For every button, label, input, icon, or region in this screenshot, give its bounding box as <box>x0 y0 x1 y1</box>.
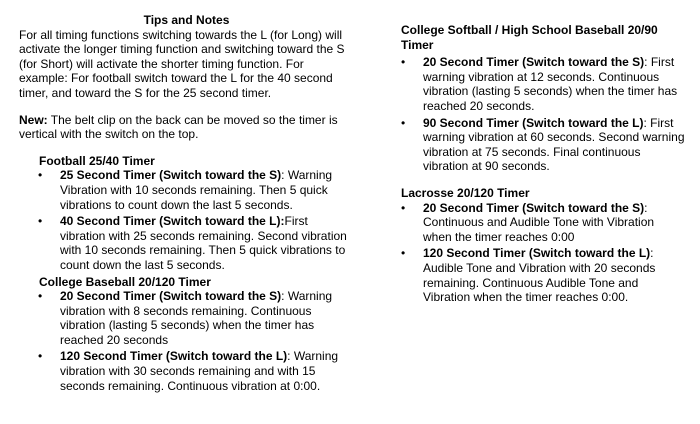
item-label: 90 Second Timer (Switch toward the L) <box>423 115 644 130</box>
section-heading-football: Football 25/40 Timer <box>39 153 155 168</box>
item-label: 120 Second Timer (Switch toward the L) <box>60 349 288 364</box>
left-column <box>19 0 354 395</box>
list-item <box>401 115 686 174</box>
football-list <box>19 168 354 272</box>
list-item <box>38 214 354 272</box>
bullet: • <box>38 214 43 229</box>
item-text: : First warning vibration at 12 seconds. Continuous vibration (lasting 5 seconds) when the timer has reached 20 seconds. <box>423 55 678 113</box>
new-note <box>19 113 354 142</box>
list-item <box>401 246 686 305</box>
item-text: : Audible Tone and Vibration with 20 seconds remaining. Continuous Audible Tone and Vibration when the timer reaches 0:00. <box>423 246 656 305</box>
list-item <box>38 349 354 393</box>
bullet: • <box>401 200 406 215</box>
section-heading-softball: College Softball / High School Baseball 20/90 Timer <box>401 23 658 52</box>
list-item <box>38 289 354 347</box>
item-text: : First warning vibration at 60 seconds. Second warning vibration at 75 seconds. Final continuous vibration at 90 seconds. <box>423 115 685 174</box>
item-text: : Warning vibration with 8 seconds remaining. Continuous vibration (lasting 5 seconds) when the timer has reached 20 seconds <box>60 289 333 347</box>
list-item <box>38 168 354 212</box>
item-label: 120 Second Timer (Switch toward the L) <box>423 246 651 261</box>
item-text: : Warning Vibration with 10 seconds remaining. Then 5 quick vibrations to count down the last 5 seconds. <box>60 168 333 212</box>
item-label: 20 Second Timer (Switch toward the S) <box>423 55 645 70</box>
bullet: • <box>401 246 406 261</box>
bullet: • <box>38 349 43 364</box>
bullet: • <box>401 115 406 130</box>
section-heading-baseball: College Baseball 20/120 Timer <box>39 274 211 289</box>
bullet: • <box>38 289 43 304</box>
list-item <box>401 55 686 113</box>
baseball-list <box>19 289 354 393</box>
item-label: 40 Second Timer (Switch toward the L): <box>60 214 285 229</box>
bullet: • <box>401 55 406 70</box>
item-text: : Continuous and Audible Tone with Vibration when the timer reaches 0:00 <box>423 200 655 244</box>
new-label: New: <box>19 112 48 127</box>
item-label: 20 Second Timer (Switch toward the S) <box>423 200 645 215</box>
section-heading-lacrosse: Lacrosse 20/120 Timer <box>401 185 530 200</box>
page-title: Tips and Notes <box>143 13 230 27</box>
right-column <box>401 0 686 307</box>
lacrosse-list <box>401 201 686 305</box>
item-label: 20 Second Timer (Switch toward the S) <box>60 289 282 304</box>
intro-paragraph: For all timing functions switching towards the L (for Long) will activate the longer timing function and switching toward the S (for Short) will activate the shorter timing function. For example: For football switch toward the L for the 40 second timer, and toward the S for the 25 second timer. <box>19 27 345 100</box>
item-text: : Warning vibration with 30 seconds remaining and with 15 seconds remaining. Continuous vibration at 0:00. <box>60 349 339 393</box>
item-text: First vibration with 25 seconds remaining. Second vibration with 10 seconds remaining. Then 5 quick vibrations to count down the last 5 seconds. <box>60 214 347 272</box>
softball-list <box>401 55 686 174</box>
item-label: 25 Second Timer (Switch toward the S) <box>60 168 282 183</box>
new-note-text: The belt clip on the back can be moved so the timer is vertical with the switch on the top. <box>19 112 338 142</box>
list-item <box>401 200 686 245</box>
bullet: • <box>38 168 43 183</box>
